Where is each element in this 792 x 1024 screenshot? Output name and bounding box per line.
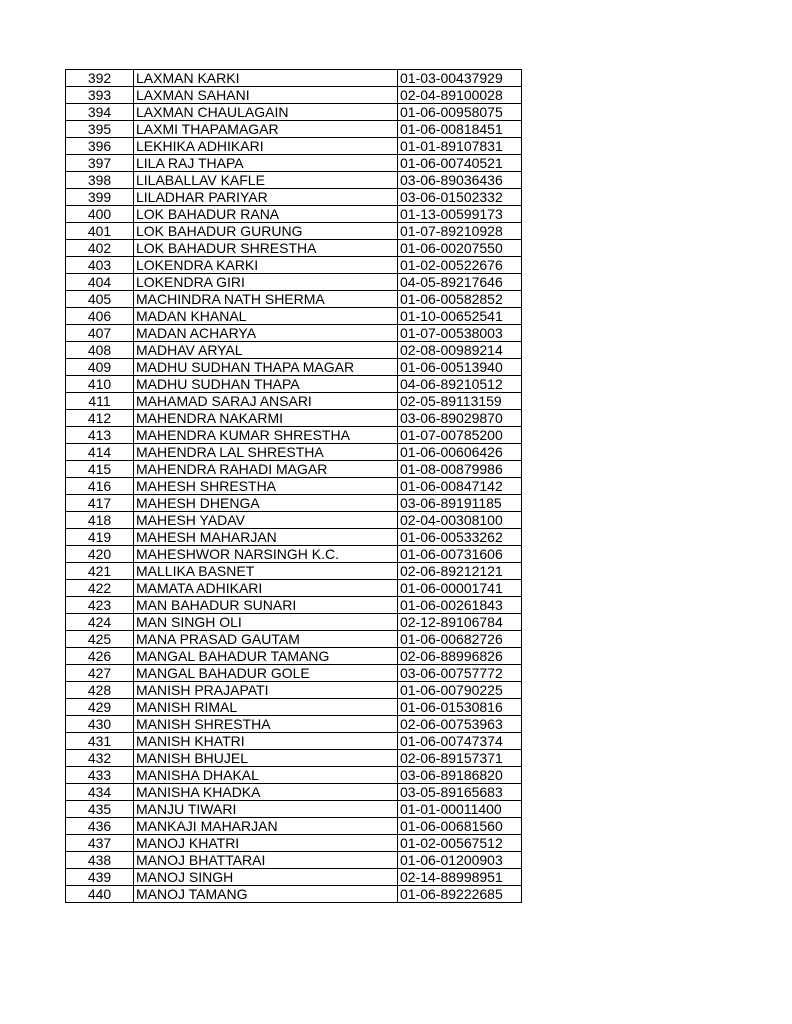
table-row xyxy=(66,359,522,376)
table-row xyxy=(66,240,522,257)
table-row xyxy=(66,631,522,648)
id-number-cell: 01-06-00958075 xyxy=(398,104,522,121)
row-number-cell: 408 xyxy=(66,342,134,359)
name-cell: LAXMI THAPAMAGAR xyxy=(134,121,398,138)
row-number-cell: 402 xyxy=(66,240,134,257)
table-row xyxy=(66,376,522,393)
id-number-cell: 01-06-00261843 xyxy=(398,597,522,614)
id-number-cell: 01-06-89222685 xyxy=(398,886,522,903)
table-row xyxy=(66,410,522,427)
name-cell: MANGAL BAHADUR TAMANG xyxy=(134,648,398,665)
name-cell: MAHESH YADAV xyxy=(134,512,398,529)
name-cell: LEKHIKA ADHIKARI xyxy=(134,138,398,155)
table-row xyxy=(66,427,522,444)
name-cell: LILABALLAV KAFLE xyxy=(134,172,398,189)
row-number-cell: 416 xyxy=(66,478,134,495)
row-number-cell: 401 xyxy=(66,223,134,240)
id-number-cell: 01-06-00682726 xyxy=(398,631,522,648)
id-number-cell: 02-06-00753963 xyxy=(398,716,522,733)
id-number-cell: 02-06-89157371 xyxy=(398,750,522,767)
name-cell: LOK BAHADUR SHRESTHA xyxy=(134,240,398,257)
table-row xyxy=(66,223,522,240)
row-number-cell: 421 xyxy=(66,563,134,580)
name-cell: MAHAMAD SARAJ ANSARI xyxy=(134,393,398,410)
id-number-cell: 01-13-00599173 xyxy=(398,206,522,223)
row-number-cell: 430 xyxy=(66,716,134,733)
name-cell: MANJU TIWARI xyxy=(134,801,398,818)
name-cell: MANISH RIMAL xyxy=(134,699,398,716)
id-number-cell: 01-01-00011400 xyxy=(398,801,522,818)
row-number-cell: 429 xyxy=(66,699,134,716)
table-row xyxy=(66,308,522,325)
row-number-cell: 433 xyxy=(66,767,134,784)
row-number-cell: 439 xyxy=(66,869,134,886)
table-row xyxy=(66,104,522,121)
table-row xyxy=(66,87,522,104)
name-cell: MANA PRASAD GAUTAM xyxy=(134,631,398,648)
id-number-cell: 01-01-89107831 xyxy=(398,138,522,155)
row-number-cell: 423 xyxy=(66,597,134,614)
row-number-cell: 411 xyxy=(66,393,134,410)
row-number-cell: 440 xyxy=(66,886,134,903)
row-number-cell: 428 xyxy=(66,682,134,699)
row-number-cell: 424 xyxy=(66,614,134,631)
name-cell: MAHESH DHENGA xyxy=(134,495,398,512)
id-number-cell: 03-06-01502332 xyxy=(398,189,522,206)
table-row xyxy=(66,121,522,138)
id-number-cell: 01-06-00790225 xyxy=(398,682,522,699)
id-number-cell: 02-04-89100028 xyxy=(398,87,522,104)
table-row xyxy=(66,138,522,155)
table-row xyxy=(66,818,522,835)
row-number-cell: 425 xyxy=(66,631,134,648)
table-row xyxy=(66,444,522,461)
id-number-cell: 03-06-00757772 xyxy=(398,665,522,682)
name-cell: LOKENDRA GIRI xyxy=(134,274,398,291)
id-number-cell: 01-06-00847142 xyxy=(398,478,522,495)
id-number-cell: 02-14-88998951 xyxy=(398,869,522,886)
id-number-cell: 02-12-89106784 xyxy=(398,614,522,631)
table-row xyxy=(66,393,522,410)
row-number-cell: 396 xyxy=(66,138,134,155)
row-number-cell: 435 xyxy=(66,801,134,818)
row-number-cell: 406 xyxy=(66,308,134,325)
id-number-cell: 01-07-89210928 xyxy=(398,223,522,240)
table-row xyxy=(66,274,522,291)
name-cell: LAXMAN KARKI xyxy=(134,70,398,87)
name-cell: MANOJ TAMANG xyxy=(134,886,398,903)
id-number-cell: 01-02-00567512 xyxy=(398,835,522,852)
row-number-cell: 420 xyxy=(66,546,134,563)
id-number-cell: 01-06-00207550 xyxy=(398,240,522,257)
table-row xyxy=(66,733,522,750)
id-number-cell: 01-07-00538003 xyxy=(398,325,522,342)
name-cell: MALLIKA BASNET xyxy=(134,563,398,580)
table-row xyxy=(66,206,522,223)
table-row xyxy=(66,512,522,529)
row-number-cell: 427 xyxy=(66,665,134,682)
table-row xyxy=(66,835,522,852)
id-number-cell: 01-06-00582852 xyxy=(398,291,522,308)
table-row xyxy=(66,699,522,716)
table-row xyxy=(66,478,522,495)
name-cell: MANOJ BHATTARAI xyxy=(134,852,398,869)
id-number-cell: 02-06-88996826 xyxy=(398,648,522,665)
name-cell: LAXMAN SAHANI xyxy=(134,87,398,104)
id-number-cell: 03-06-89191185 xyxy=(398,495,522,512)
id-number-cell: 01-08-00879986 xyxy=(398,461,522,478)
row-number-cell: 436 xyxy=(66,818,134,835)
name-cell: MAHENDRA RAHADI MAGAR xyxy=(134,461,398,478)
row-number-cell: 392 xyxy=(66,70,134,87)
table-row xyxy=(66,869,522,886)
row-number-cell: 407 xyxy=(66,325,134,342)
name-cell: MANISH KHATRI xyxy=(134,733,398,750)
table-row xyxy=(66,852,522,869)
row-number-cell: 413 xyxy=(66,427,134,444)
name-cell: MANOJ KHATRI xyxy=(134,835,398,852)
name-cell: MAHESH SHRESTHA xyxy=(134,478,398,495)
row-number-cell: 414 xyxy=(66,444,134,461)
row-number-cell: 405 xyxy=(66,291,134,308)
row-number-cell: 415 xyxy=(66,461,134,478)
id-number-cell: 01-06-00681560 xyxy=(398,818,522,835)
name-cell: MAHENDRA LAL SHRESTHA xyxy=(134,444,398,461)
id-number-cell: 01-02-00522676 xyxy=(398,257,522,274)
name-cell: LILADHAR PARIYAR xyxy=(134,189,398,206)
row-number-cell: 404 xyxy=(66,274,134,291)
table-row xyxy=(66,461,522,478)
name-cell: MANISHA KHADKA xyxy=(134,784,398,801)
name-cell: MAHENDRA KUMAR SHRESTHA xyxy=(134,427,398,444)
row-number-cell: 395 xyxy=(66,121,134,138)
name-cell: MANISH PRAJAPATI xyxy=(134,682,398,699)
id-number-cell: 04-05-89217646 xyxy=(398,274,522,291)
row-number-cell: 397 xyxy=(66,155,134,172)
name-cell: MAHESH MAHARJAN xyxy=(134,529,398,546)
name-cell: MAHENDRA NAKARMI xyxy=(134,410,398,427)
name-cell: LOK BAHADUR RANA xyxy=(134,206,398,223)
row-number-cell: 412 xyxy=(66,410,134,427)
row-number-cell: 409 xyxy=(66,359,134,376)
table-row xyxy=(66,784,522,801)
name-cell: MANKAJI MAHARJAN xyxy=(134,818,398,835)
name-cell: MACHINDRA NATH SHERMA xyxy=(134,291,398,308)
table-row xyxy=(66,529,522,546)
row-number-cell: 410 xyxy=(66,376,134,393)
row-number-cell: 398 xyxy=(66,172,134,189)
table-row xyxy=(66,682,522,699)
table-row xyxy=(66,189,522,206)
id-number-cell: 01-03-00437929 xyxy=(398,70,522,87)
row-number-cell: 434 xyxy=(66,784,134,801)
row-number-cell: 403 xyxy=(66,257,134,274)
id-number-cell: 02-08-00989214 xyxy=(398,342,522,359)
name-cell: MADHAV ARYAL xyxy=(134,342,398,359)
row-number-cell: 399 xyxy=(66,189,134,206)
name-cell: MAN BAHADUR SUNARI xyxy=(134,597,398,614)
id-number-cell: 01-06-01530816 xyxy=(398,699,522,716)
table-row xyxy=(66,563,522,580)
id-number-cell: 01-06-00001741 xyxy=(398,580,522,597)
id-number-cell: 03-05-89165683 xyxy=(398,784,522,801)
table-row xyxy=(66,648,522,665)
row-number-cell: 419 xyxy=(66,529,134,546)
table-row xyxy=(66,580,522,597)
name-cell: LAXMAN CHAULAGAIN xyxy=(134,104,398,121)
row-number-cell: 417 xyxy=(66,495,134,512)
id-number-cell: 03-06-89029870 xyxy=(398,410,522,427)
table-row xyxy=(66,886,522,903)
table-row xyxy=(66,767,522,784)
name-cell: LILA RAJ THAPA xyxy=(134,155,398,172)
record-table xyxy=(65,69,522,903)
table-row xyxy=(66,546,522,563)
id-number-cell: 02-06-89212121 xyxy=(398,563,522,580)
id-number-cell: 01-06-00606426 xyxy=(398,444,522,461)
name-cell: MADAN ACHARYA xyxy=(134,325,398,342)
id-number-cell: 01-07-00785200 xyxy=(398,427,522,444)
table-row xyxy=(66,342,522,359)
row-number-cell: 437 xyxy=(66,835,134,852)
id-number-cell: 01-06-00747374 xyxy=(398,733,522,750)
row-number-cell: 393 xyxy=(66,87,134,104)
name-cell: LOKENDRA KARKI xyxy=(134,257,398,274)
name-cell: MAMATA ADHIKARI xyxy=(134,580,398,597)
name-cell: MAN SINGH OLI xyxy=(134,614,398,631)
id-number-cell: 03-06-89036436 xyxy=(398,172,522,189)
id-number-cell: 02-04-00308100 xyxy=(398,512,522,529)
id-number-cell: 02-05-89113159 xyxy=(398,393,522,410)
table-row xyxy=(66,750,522,767)
table-row xyxy=(66,257,522,274)
name-cell: MADHU SUDHAN THAPA xyxy=(134,376,398,393)
table-row xyxy=(66,70,522,87)
row-number-cell: 394 xyxy=(66,104,134,121)
row-number-cell: 431 xyxy=(66,733,134,750)
name-cell: MANISH SHRESTHA xyxy=(134,716,398,733)
table-row xyxy=(66,665,522,682)
table-row xyxy=(66,291,522,308)
row-number-cell: 418 xyxy=(66,512,134,529)
name-cell: MANISHA DHAKAL xyxy=(134,767,398,784)
table-row xyxy=(66,597,522,614)
id-number-cell: 01-06-01200903 xyxy=(398,852,522,869)
table-row xyxy=(66,495,522,512)
row-number-cell: 438 xyxy=(66,852,134,869)
name-cell: MANISH BHUJEL xyxy=(134,750,398,767)
id-number-cell: 01-06-00513940 xyxy=(398,359,522,376)
table-row xyxy=(66,614,522,631)
id-number-cell: 01-06-00740521 xyxy=(398,155,522,172)
row-number-cell: 400 xyxy=(66,206,134,223)
row-number-cell: 426 xyxy=(66,648,134,665)
id-number-cell: 04-06-89210512 xyxy=(398,376,522,393)
name-cell: MANOJ SINGH xyxy=(134,869,398,886)
id-number-cell: 01-06-00818451 xyxy=(398,121,522,138)
name-cell: LOK BAHADUR GURUNG xyxy=(134,223,398,240)
table-row xyxy=(66,155,522,172)
id-number-cell: 01-06-00533262 xyxy=(398,529,522,546)
record-table-body xyxy=(66,70,522,903)
name-cell: MADHU SUDHAN THAPA MAGAR xyxy=(134,359,398,376)
table-row xyxy=(66,325,522,342)
name-cell: MADAN KHANAL xyxy=(134,308,398,325)
id-number-cell: 03-06-89186820 xyxy=(398,767,522,784)
row-number-cell: 422 xyxy=(66,580,134,597)
name-cell: MANGAL BAHADUR GOLE xyxy=(134,665,398,682)
table-row xyxy=(66,172,522,189)
name-cell: MAHESHWOR NARSINGH K.C. xyxy=(134,546,398,563)
id-number-cell: 01-10-00652541 xyxy=(398,308,522,325)
row-number-cell: 432 xyxy=(66,750,134,767)
id-number-cell: 01-06-00731606 xyxy=(398,546,522,563)
table-row xyxy=(66,716,522,733)
table-row xyxy=(66,801,522,818)
